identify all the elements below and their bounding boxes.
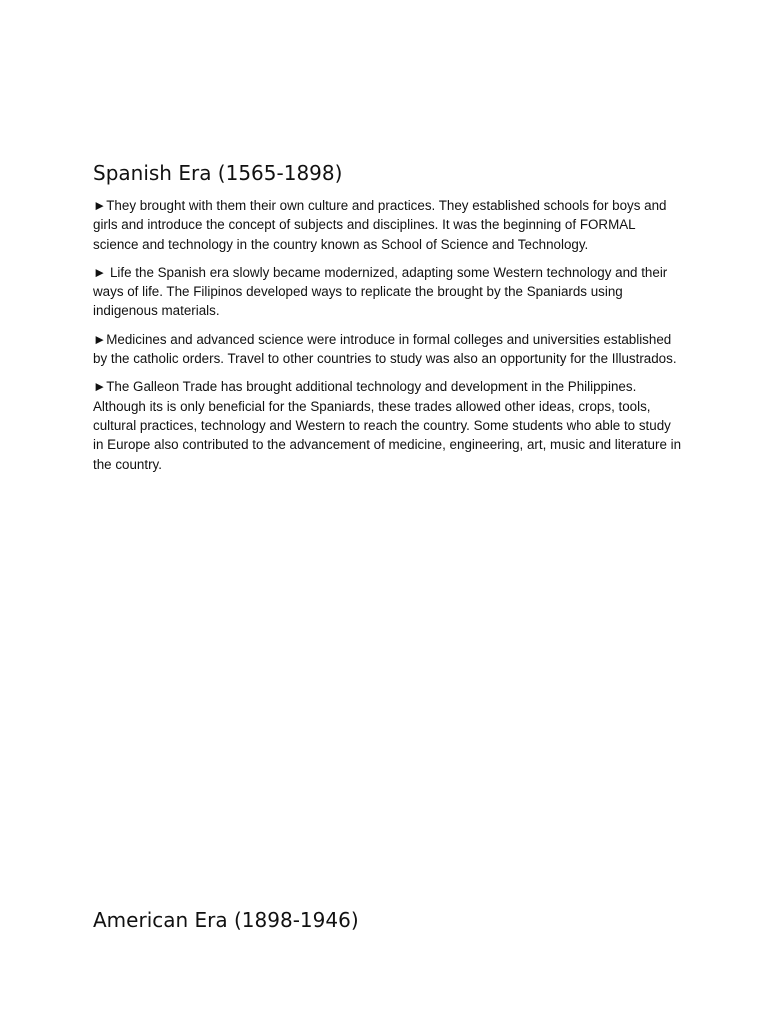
section-heading: American Era (1898-1946)	[93, 908, 359, 932]
section-heading: Spanish Era (1565-1898)	[93, 161, 343, 185]
paragraph: ►Medicines and advanced science were introduce in formal colleges and universities established by the catholic orders. Travel to other countries to study was also an opportunity for the Illustrados.	[93, 331, 677, 367]
paragraph: ►The Galleon Trade has brought additional technology and development in the Philippines. Although its is only beneficial for the Spaniards, these trades allowed other ideas, crops, tools, cultural practices, technology and Western to reach the country. Some students who able to study in Europe also contributed to the advancement of medicine, engineering, art, music and literature in the country.	[93, 379, 682, 472]
paragraph: ► Life the Spanish era slowly became modernized, adapting some Western technology and their ways of life. The Filipinos developed ways to replicate the brought by the Spaniards using indigenous materials.	[93, 264, 668, 319]
paragraph: ►They brought with them their own culture and practices. They established schools for boys and girls and introduce the concept of subjects and disciplines. It was the beginning of FORMAL science and technology in the country known as School of Science and Technology.	[93, 198, 667, 252]
section-spanish-era	[93, 159, 683, 483]
section-american-era	[93, 906, 683, 943]
